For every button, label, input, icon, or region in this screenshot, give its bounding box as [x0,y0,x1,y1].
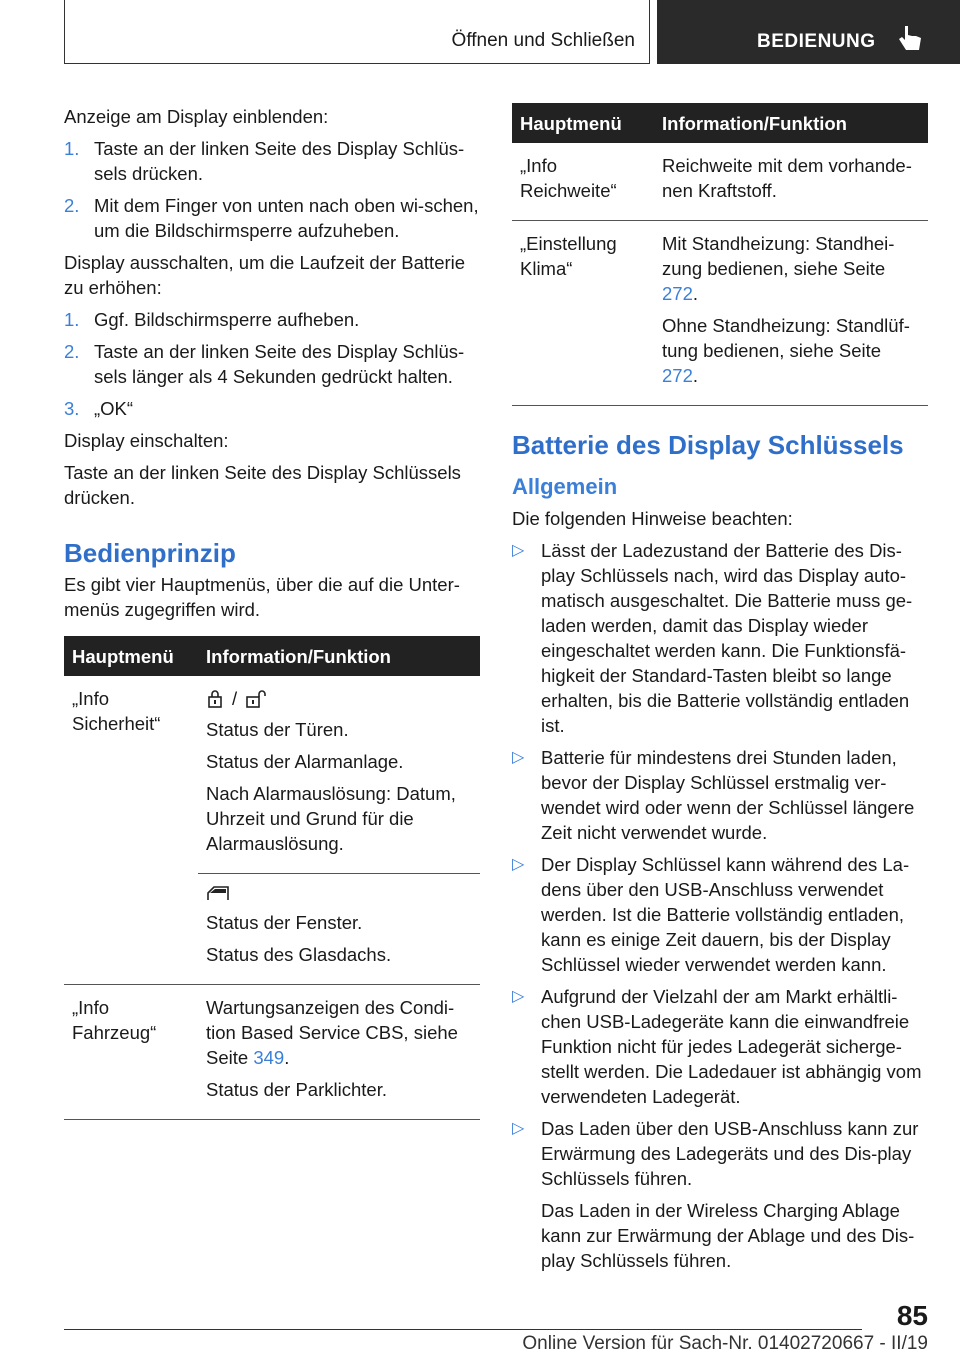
cell-text: Status der Alarmanlage. [206,751,404,772]
paragraph: Taste an der linken Seite des Display Schlüssels drücken. [64,462,461,508]
bullet-marker: ▷ [512,988,525,1005]
numbered-list [64,307,480,421]
table-cell-menu: „Info Fahrzeug“ [64,985,198,1120]
page-link[interactable]: 272 [662,365,693,386]
table-cell-info [198,676,480,874]
cell-text-part: Mit Standheizung: Standhei-zung bedienen, siehe Seite [662,233,895,279]
table-cell-info [654,143,928,221]
page-number: 85 [896,1300,928,1331]
table-header: Information/Funktion [198,636,480,676]
subsection-heading: Allgemein [512,474,618,499]
table-header: Information/Funktion [654,103,928,143]
list-item [64,396,480,421]
list-item [64,307,480,332]
page-link[interactable]: 349 [253,1047,285,1068]
list-number: 2. [64,195,80,216]
header-section-tab [64,0,650,64]
list-item [512,984,928,1109]
table-cell-info [198,985,480,1120]
header-chapter-title: BEDIENUNG [757,31,876,52]
section-heading: Bedienprinzip [64,538,236,568]
bullet-marker: ▷ [512,856,525,873]
table-cell-info [654,221,928,406]
cell-text: Reichweite mit dem vorhande-nen Kraftstoff. [662,155,912,201]
car-window-icon [206,884,230,904]
window-icons [206,884,472,904]
menu-table [512,103,928,406]
lock-open-icon [245,689,271,709]
bullet-marker: ▷ [512,542,525,559]
table-cell-menu: „Einstellung Klima“ [512,221,654,406]
menu-table [64,636,480,1120]
paragraph: Die folgenden Hinweise beachten: [512,508,793,529]
cell-text: Wartungsanzeigen des Condi-tion Based Service CBS, siehe Seite 349. [206,997,458,1068]
list-text: Taste an der linken Seite des Display Schlüs-sels länger als 4 Sekunden gedrückt halten. [94,341,465,387]
list-text: Batterie für mindestens drei Stunden laden, bevor der Display Schlüssel erstmalig ver-wendet wird oder wenn der Schlüssel längere Zeit nicht verwendet wurde. [541,747,915,843]
list-number: 1. [64,309,80,330]
list-extra-text: Das Laden in der Wireless Charging Ablage kann zur Erwärmung der Ablage und des Dis-play Schlüssels führen. [541,1200,915,1271]
paragraph: Display einschalten: [64,430,229,451]
list-item [512,538,928,738]
table-header: Hauptmenü [64,636,198,676]
cell-text: Status der Türen. [206,719,349,740]
cell-text-part: Ohne Standheizung: Standlüf-tung bedienen, siehe Seite [662,315,910,361]
list-text: Das Laden über den USB-Anschluss kann zur Erwärmung des Ladegeräts und des Dis-play Schlüssels führen. [541,1118,919,1189]
list-item [512,852,928,977]
footer-rule [64,1329,862,1330]
footer-text: Online Version für Sach-Nr. 01402720667 - II/19 [522,1333,928,1354]
header-section-title: Öffnen und Schließen [451,30,635,51]
paragraph: Anzeige am Display einblenden: [64,106,329,127]
list-text: „OK“ [94,398,134,419]
paragraph: Display ausschalten, um die Laufzeit der Batterie zu erhöhen: [64,252,466,298]
section-heading: Batterie des Display Schlüssels [512,430,904,460]
list-item [512,745,928,845]
cell-text: Nach Alarmauslösung: Datum, Uhrzeit und Grund für die Alarmauslösung. [206,783,456,854]
pointing-hand-icon [897,24,923,54]
list-number: 2. [64,341,80,362]
numbered-list [64,136,480,243]
list-text: Der Display Schlüssel kann während des La-dens über den USB-Anschluss verwendet werden. Ist die Batterie vollständig entladen, kann es einige Zeit dauern, bis der Display Schlüssel wieder verwendet werden kann. [541,854,910,975]
header-chapter-tab [657,0,960,64]
list-number: 3. [64,398,80,419]
lock-icons [206,686,472,711]
list-text: Mit dem Finger von unten nach oben wi-schen, um die Bildschirmsperre aufzuheben. [94,195,479,241]
left-column [64,104,480,1120]
cell-text: Status der Fenster. [206,912,363,933]
list-text: Taste an der linken Seite des Display Schlüs-sels drücken. [94,138,465,184]
list-item [64,193,480,243]
table-cell-info [198,874,480,985]
list-text: Aufgrund der Vielzahl der am Markt erhältli-chen USB-Ladegeräte kann die einwandfreie Funktion nicht für jedes Ladegerät sicherge-stellt werden. Die Ladedauer ist abhängig vom verwendeten Ladegerät. [541,986,922,1107]
list-text: Lässt der Ladezustand der Batterie des Dis-play Schlüssels nach, wird das Display auto-matisch ausgeschaltet. Die Batterie muss ge-laden werden, damit das Display wieder eingeschaltet werden kann. Die Funktionsfä-higkeit der Standard-Tasten bleibt so lange erhalten, bis die Batterie vollständig entladen ist. [541,540,913,736]
lock-closed-icon [206,689,224,709]
list-item [512,1116,928,1273]
bullet-marker: ▷ [512,749,525,766]
bullet-marker: ▷ [512,1120,525,1137]
list-item [64,136,480,186]
paragraph: Es gibt vier Hauptmenüs, über die auf die Unter-menüs zugegriffen wird. [64,574,460,620]
cell-text: Status der Parklichter. [206,1079,387,1100]
table-cell-menu [64,874,198,985]
list-number: 1. [64,138,80,159]
right-column [512,104,928,1280]
cell-text: Status des Glasdachs. [206,944,392,965]
table-header: Hauptmenü [512,103,654,143]
page-link[interactable]: 272 [662,283,693,304]
bullet-list [512,538,928,1273]
cell-text: Ohne Standheizung: Standlüf-tung bedienen, siehe Seite 272. [662,315,910,386]
cell-text-part: Wartungsanzeigen des Condi-tion Based Service CBS, siehe Seite [206,997,458,1068]
cell-text: Mit Standheizung: Standhei-zung bedienen, siehe Seite 272. [662,233,895,304]
icon-separator: / [232,688,238,709]
list-text: Ggf. Bildschirmsperre aufheben. [94,309,360,330]
table-cell-menu: „Info Reichweite“ [512,143,654,221]
table-cell-menu: „Info Sicherheit“ [72,688,161,734]
list-item [64,339,480,389]
